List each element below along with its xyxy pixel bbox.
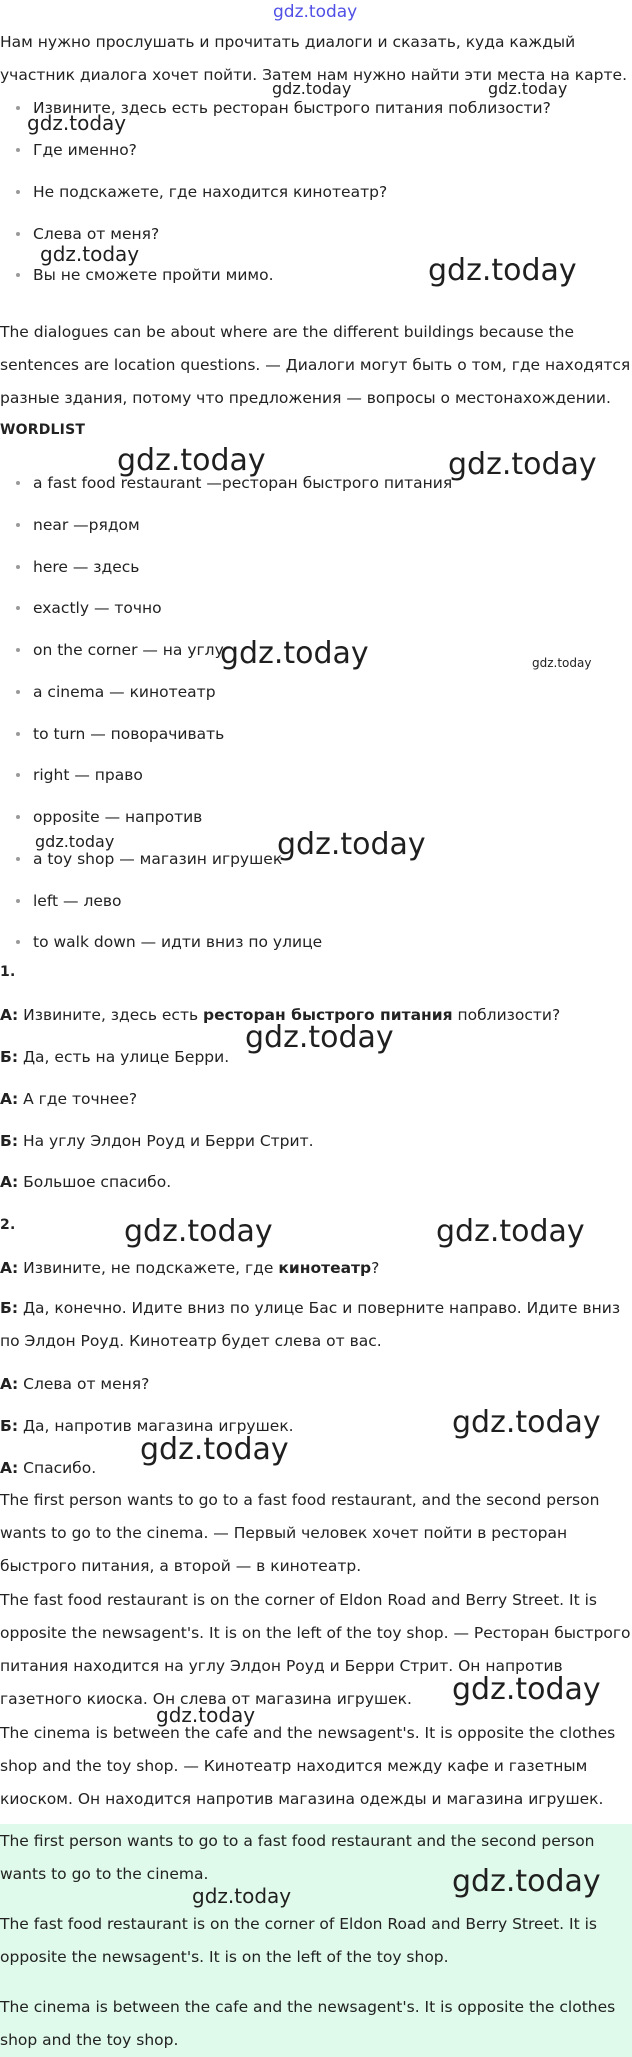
speaker-label: А: [0, 1006, 19, 1024]
dialogue-text: Извините, не подскажете, где [18, 1259, 279, 1277]
dialogue-text: Да, есть на улице Берри. [18, 1048, 230, 1066]
intro-paragraph: Нам нужно прослушать и прочитать диалоги и сказать, куда каждый участник диалога хочет пойти. Затем нам нужно найти эти места на карте. [0, 33, 627, 84]
dialogue-number: 1. [0, 964, 16, 980]
dialogues-note: The dialogues can be about where are the different buildings because the sentences are location questions. — Диалоги могут быть о том, где находятся разные здания, потому что предложения — вопросы о местонахождении. [0, 323, 631, 407]
watermark-text: gdz.today [448, 447, 597, 482]
dialogue-text: Спасибо. [18, 1459, 97, 1477]
question-item: Слева от меня? [33, 225, 160, 243]
wordlist-item: here — здесь [33, 558, 140, 576]
dialogue-line [0, 1375, 149, 1393]
speaker-label: А: [0, 1259, 19, 1277]
wordlist-item: left — лево [33, 892, 122, 910]
wordlist-item: to turn — поворачивать [33, 725, 225, 743]
wordlist-item: on the corner — на углу [33, 641, 224, 659]
dialogue-line [0, 1006, 560, 1024]
wordlist-item: a fast food restaurant —ресторан быстрого питания [33, 474, 453, 492]
speaker-label: Б: [0, 1417, 19, 1435]
speaker-label: Б: [0, 1299, 19, 1317]
watermark-text: gdz.today [452, 1672, 601, 1707]
wordlist-item: a toy shop — магазин игрушек [33, 850, 283, 868]
dialogue-keyword: ресторан быстрого питания [203, 1006, 453, 1024]
dialogue-text: поблизости? [452, 1006, 561, 1024]
answer-paragraph: The fast food restaurant is on the corner of Eldon Road and Berry Street. It is opposite the newsagent's. It is on the left of the toy shop. — Ресторан быстрого питания находится на углу Элдон Роуд и Берри Стрит. Он напротив газетного киоска. Он слева от магазина игрушек. [0, 1591, 631, 1708]
dialogue-text: Извините, здесь есть [18, 1006, 204, 1024]
watermark-text: gdz.today [156, 1703, 256, 1727]
watermark-text: gdz.today [532, 656, 592, 670]
dialogue-line [0, 1048, 229, 1066]
answer-paragraph: The cinema is between the cafe and the newsagent's. It is opposite the clothes shop and the toy shop. — Кинотеатр находится между кафе и газетным киоском. Он находится напротив магазина одежды и магазина игрушек. [0, 1724, 616, 1808]
speaker-label: А: [0, 1173, 19, 1191]
watermark-text: gdz.today [35, 832, 115, 851]
wordlist-item: right — право [33, 766, 143, 784]
dialogue-line [0, 1417, 294, 1435]
watermark-text: gdz.today [192, 1884, 292, 1908]
highlighted-answer: The fast food restaurant is on the corner of Eldon Road and Berry Street. It is opposite the newsagent's. It is on the left of the toy shop. [0, 1915, 597, 1966]
watermark-text: gdz.today [117, 443, 266, 478]
dialogue-line [0, 1292, 632, 1358]
watermark-text: gdz.today [488, 79, 568, 98]
speaker-label: А: [0, 1459, 19, 1477]
dialogue-text: Да, конечно. Идите вниз по улице Бас и поверните направо. Идите вниз по Элдон Роуд. Кинотеатр будет слева от вас. [0, 1299, 621, 1350]
speaker-label: А: [0, 1090, 19, 1108]
speaker-label: А: [0, 1375, 19, 1393]
watermark-text: gdz.today [245, 1020, 394, 1055]
dialogue-text: Большое спасибо. [18, 1173, 172, 1191]
dialogue-line [0, 1459, 96, 1477]
wordlist-item: opposite — напротив [33, 808, 203, 826]
dialogue-text: Слева от меня? [18, 1375, 150, 1393]
dialogue-keyword: кинотеатр [278, 1259, 372, 1277]
wordlist-item: to walk down — идти вниз по улице [33, 933, 323, 951]
dialogue-line [0, 1173, 171, 1191]
watermark-text: gdz.today [452, 1864, 601, 1899]
highlighted-answer: The first person wants to go to a fast food restaurant and the second person wants to go to the cinema. [0, 1832, 595, 1883]
question-item: Вы не сможете пройти мимо. [33, 266, 274, 284]
answer-paragraph: The first person wants to go to a fast food restaurant, and the second person wants to go to the cinema. — Первый человек хочет пойти в ресторан быстрого питания, а второй — в кинотеатр. [0, 1491, 600, 1575]
watermark-text: gdz.today [428, 253, 577, 288]
watermark-text: gdz.today [452, 1405, 601, 1440]
wordlist-item: exactly — точно [33, 599, 162, 617]
watermark-text: gdz.today [436, 1214, 585, 1249]
dialogue-line [0, 1090, 137, 1108]
dialogue-line [0, 1259, 379, 1277]
question-item: Не подскажете, где находится кинотеатр? [33, 183, 388, 201]
watermark-text: gdz.today [220, 636, 369, 671]
dialogue-text: А где точнее? [18, 1090, 138, 1108]
watermark-text: gdz.today [40, 242, 140, 266]
watermark-text: gdz.today [277, 827, 426, 862]
wordlist-item: near —рядом [33, 516, 140, 534]
wordlist-heading: WORDLIST [0, 422, 86, 438]
dialogue-text: ? [371, 1259, 380, 1277]
question-item: Где именно? [33, 141, 137, 159]
dialogue-text: Да, напротив магазина игрушек. [18, 1417, 294, 1435]
watermark-text: gdz.today [124, 1214, 273, 1249]
watermark-text: gdz.today [272, 79, 352, 98]
watermark-logo: gdz.today [273, 2, 358, 22]
dialogue-line [0, 1132, 314, 1150]
speaker-label: Б: [0, 1132, 19, 1150]
dialogue-number: 2. [0, 1217, 16, 1233]
question-item: Извините, здесь есть ресторан быстрого питания поблизости? [33, 99, 551, 117]
wordlist-item: a cinema — кинотеатр [33, 683, 216, 701]
speaker-label: Б: [0, 1048, 19, 1066]
highlighted-answer: The cinema is between the cafe and the newsagent's. It is opposite the clothes shop and the toy shop. [0, 1998, 616, 2049]
watermark-text: gdz.today [140, 1432, 289, 1467]
dialogue-text: На углу Элдон Роуд и Берри Стрит. [18, 1132, 314, 1150]
watermark-text: gdz.today [27, 111, 127, 135]
